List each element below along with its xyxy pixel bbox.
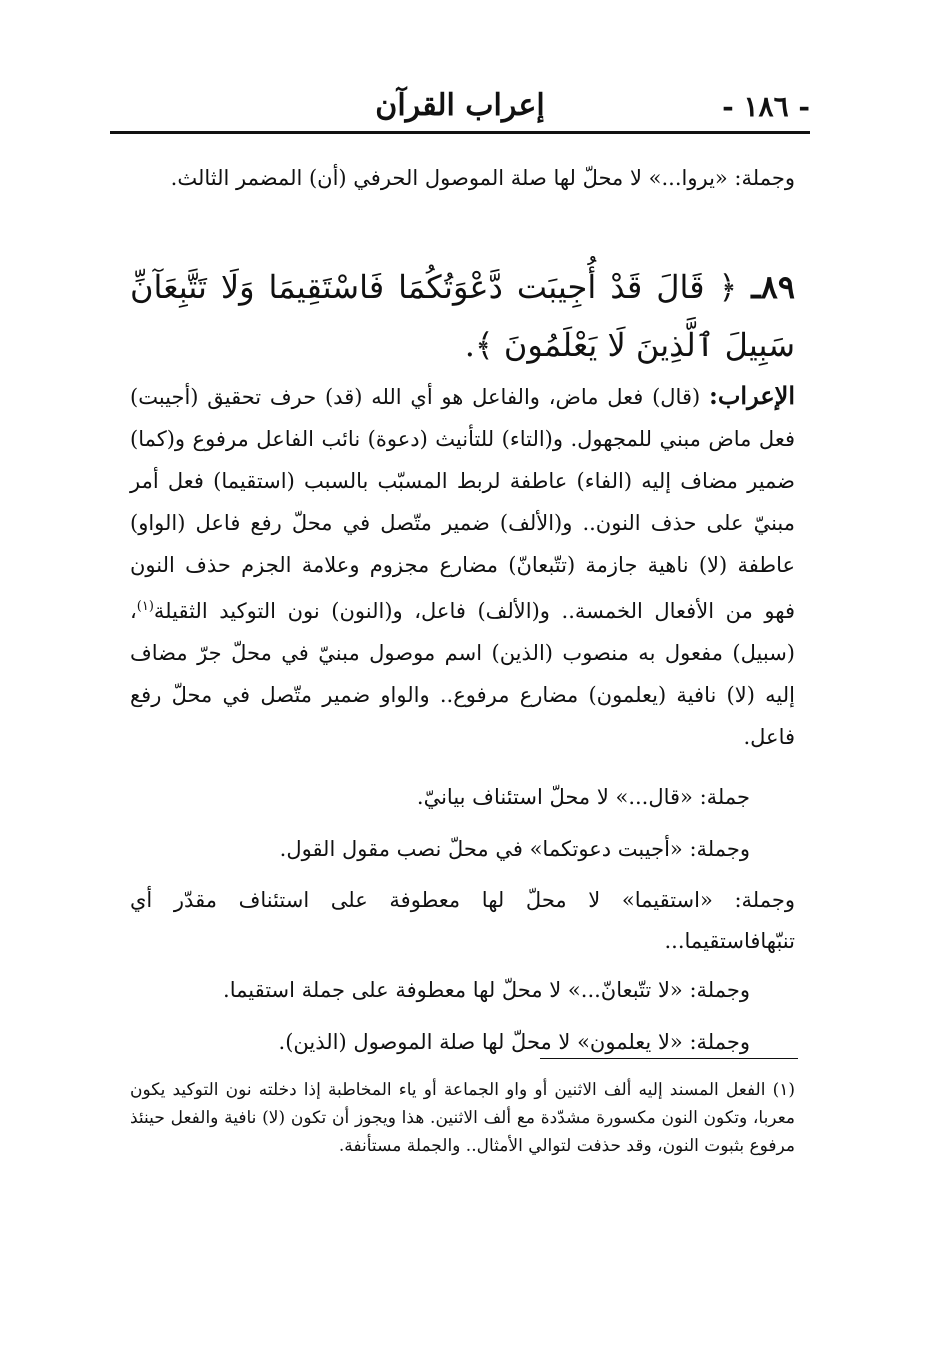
page-header (110, 78, 810, 128)
sentence-2: وجملة: «أجيبت دعوتكما» في محلّ نصب مقول القول. (279, 837, 750, 861)
sentence-4: وجملة: «لا تتّبعانّ...» لا محلّ لها معطوفة على جملة استقيما. (223, 978, 750, 1002)
top-paragraph-text: وجملة: «يروا...» لا محلّ لها صلة الموصول الحرفي (أن) المضمر الثالث. (170, 166, 795, 190)
footnote-marker: (١) (136, 599, 154, 614)
sentence-5: وجملة: «لا يعلمون» لا محلّ لها صلة الموصول (الذين). (278, 1030, 750, 1054)
footnote-divider (540, 1058, 798, 1059)
top-paragraph (130, 158, 795, 199)
irab-text: (قال) فعل ماض، والفاعل هو أي الله (قد) حرف تحقيق (أجيبت) فعل ماض مبني للمجهول. و(التاء) للتأنيث (دعوة) نائب الفاعل مرفوع و(كما) ضمير مضاف إليه (الفاء) عاطفة لربط المسبّب بالسبب (استقيما) فعل أمر مبنيّ على حذف النون.. و(الألف) ضمير متّصل في محلّ رفع فاعل (الواو) عاطفة (لا) ناهية جازمة (تتّبعانّ) مضارع مجزوم وعلامة الجزم حذف النون فهو من الأفعال الخمسة.. و(الألف) فاعل، و(النون) نون التوكيد الثقيلة (130, 385, 795, 623)
irab-label: الإعراب: (708, 381, 795, 410)
verse-text: ﴿ قَالَ قَدْ أُجِيبَت دَّعْوَتُكُمَا فَاسْتَقِيمَا وَلَا تَتَّبِعَآنِّ سَبِيلَ ٱلَّذِينَ لَا يَعْلَمُونَ ﴾. (130, 268, 795, 364)
header-divider (110, 131, 810, 134)
footnote (130, 1076, 795, 1160)
footnote-text: الفعل المسند إليه ألف الاثنين أو واو الجماعة أو ياء المخاطبة إذا دخلته نون التوكيد يكون معربا، وتكون النون مكسورة مشدّدة مع ألف الاثنين. هذا ويجوز أن تكون (لا) نافية والفعل حينئذ مرفوع بثبوت النون، وقد حذفت لتوالي الأمثال.. والجملة مستأنفة. (130, 1080, 795, 1156)
verse-number: ٨٩ـ (751, 268, 796, 306)
footnote-number: (١) (772, 1080, 796, 1100)
irab-text-continued: ، (سبيل) مفعول به منصوب (الذين) اسم موصول مبنيّ في محلّ جرّ مضاف إليه (لا) نافية (يعلمون) مضارع مرفوع.. والواو ضمير متّصل في محلّ رفع فاعل. (130, 599, 795, 749)
page-number: - ١٨٦ - (722, 90, 810, 123)
irab-section (130, 375, 795, 758)
sentence-3: وجملة: «استقيما» لا محلّ لها معطوفة على استئناف مقدّر أي تنبّهافاستقيما... (130, 888, 795, 953)
sentence-1: جملة: «قال...» لا محلّ استئناف بيانيّ. (416, 785, 750, 809)
book-title: إعراب القرآن (375, 88, 545, 123)
quran-verse (130, 258, 795, 374)
